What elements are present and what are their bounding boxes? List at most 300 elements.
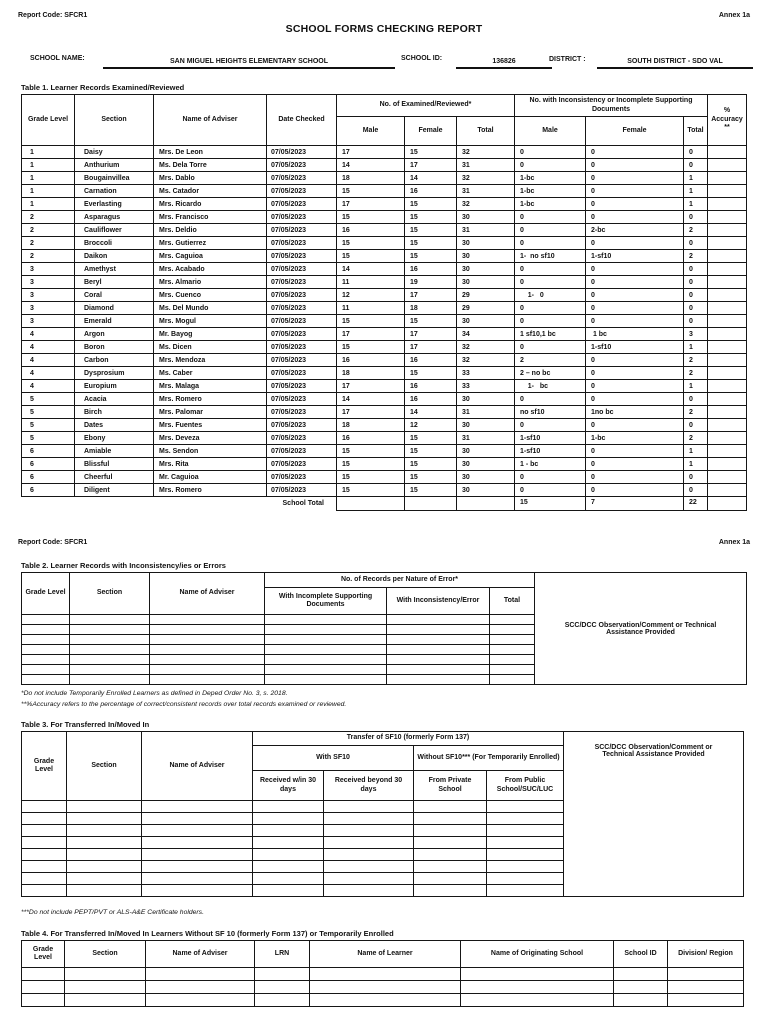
cell-accuracy — [708, 354, 747, 367]
cell-incons-female: 1-sf10 — [586, 341, 684, 354]
cell-incons-total: 2 — [684, 354, 708, 367]
cell-examined-total: 30 — [457, 419, 515, 432]
cell-section — [70, 655, 150, 665]
cell-total — [490, 635, 535, 645]
cell-section: Cheerful — [75, 471, 154, 484]
cell-section: Anthurium — [75, 159, 154, 172]
cell-incons-total: 0 — [684, 393, 708, 406]
cell-incons-total: 0 — [684, 471, 708, 484]
table3-wrapper — [21, 731, 750, 897]
cell-total — [490, 645, 535, 655]
cell-examined-total: 30 — [457, 276, 515, 289]
cell-examined-total: 32 — [457, 198, 515, 211]
table1-row — [22, 341, 747, 354]
table1-row — [22, 237, 747, 250]
cell-adviser: Mrs. Malaga — [154, 380, 267, 393]
cell-date: 07/05/2023 — [267, 458, 337, 471]
cell-with-inconsistency — [387, 665, 490, 675]
col-group-transfer-sf10: Transfer of SF10 (formerly Form 137) — [253, 732, 564, 746]
cell-grade: 4 — [22, 380, 75, 393]
cell-accuracy — [708, 289, 747, 302]
cell-grade — [22, 837, 67, 849]
cell-grade: 6 — [22, 445, 75, 458]
cell-grade: 3 — [22, 315, 75, 328]
cell-incons-total: 0 — [684, 263, 708, 276]
cell-examined-male: 14 — [337, 159, 405, 172]
cell-examined-total: 30 — [457, 393, 515, 406]
cell-grade: 6 — [22, 471, 75, 484]
cell-from-private — [414, 813, 487, 825]
cell-date: 07/05/2023 — [267, 315, 337, 328]
cell-with-inconsistency — [387, 645, 490, 655]
col-with-inconsistency: With Inconsistency/Error — [387, 588, 490, 615]
cell-originating-school — [461, 981, 614, 994]
cell-incons-male: 1-sf10 — [515, 445, 586, 458]
cell-grade: 5 — [22, 393, 75, 406]
cell-received-within — [253, 825, 324, 837]
cell-examined-male: 11 — [337, 302, 405, 315]
col-examined-total: Total — [457, 117, 515, 146]
cell-total — [490, 655, 535, 665]
table4-empty-row — [22, 968, 744, 981]
cell-section — [65, 994, 146, 1007]
cell-division-region — [668, 981, 744, 994]
cell-adviser — [146, 968, 255, 981]
cell-examined-female: 14 — [405, 172, 457, 185]
cell-examined-male: 16 — [337, 354, 405, 367]
table3-empty-row — [22, 885, 564, 897]
cell-examined-female: 15 — [405, 484, 457, 497]
cell-examined-male: 12 — [337, 289, 405, 302]
cell-section — [67, 873, 142, 885]
cell-incons-male: no sf10 — [515, 406, 586, 419]
col-school-id: School ID — [614, 941, 668, 968]
cell-received-beyond — [324, 885, 414, 897]
cell-grade — [22, 825, 67, 837]
cell-total — [490, 625, 535, 635]
cell-date: 07/05/2023 — [267, 263, 337, 276]
col-adviser: Name of Adviser — [146, 941, 255, 968]
cell-grade: 1 — [22, 159, 75, 172]
cell-incons-male: 0 — [515, 419, 586, 432]
table3-empty-row — [22, 873, 564, 885]
table3-empty-row — [22, 813, 564, 825]
cell-from-private — [414, 837, 487, 849]
cell-incons-male: 0 — [515, 471, 586, 484]
cell-examined-total: 34 — [457, 328, 515, 341]
cell-incons-female: 1-sf10 — [586, 250, 684, 263]
cell-examined-female: 17 — [405, 289, 457, 302]
cell-originating-school — [461, 968, 614, 981]
cell-examined-female: 15 — [405, 237, 457, 250]
cell-examined-female: 15 — [405, 458, 457, 471]
cell-section: Argon — [75, 328, 154, 341]
table1-row — [22, 393, 747, 406]
cell-adviser: Mrs. Francisco — [154, 211, 267, 224]
school-total-label: School Total — [282, 500, 324, 507]
cell-adviser: Mrs. Ricardo — [154, 198, 267, 211]
cell-incons-female: 0 — [586, 237, 684, 250]
cell-total — [490, 675, 535, 685]
cell-adviser: Ms. Dicen — [154, 341, 267, 354]
cell-examined-female: 17 — [405, 341, 457, 354]
cell-date: 07/05/2023 — [267, 406, 337, 419]
cell-examined-male: 15 — [337, 211, 405, 224]
cell-grade — [22, 645, 70, 655]
total-examined-male — [337, 497, 405, 511]
cell-with-inconsistency — [387, 635, 490, 645]
cell-examined-female: 15 — [405, 211, 457, 224]
cell-examined-total: 31 — [457, 224, 515, 237]
cell-accuracy — [708, 276, 747, 289]
cell-school-id — [614, 981, 668, 994]
cell-incons-female: 0 — [586, 276, 684, 289]
cell-incons-female: 0 — [586, 185, 684, 198]
cell-examined-male: 16 — [337, 432, 405, 445]
cell-section — [65, 981, 146, 994]
col-incons-female: Female — [586, 117, 684, 146]
cell-adviser: Mrs. Gutierrez — [154, 237, 267, 250]
cell-date: 07/05/2023 — [267, 341, 337, 354]
cell-adviser — [150, 645, 265, 655]
report-code: Report Code: SFCR1 — [18, 539, 88, 546]
table1-total-section — [22, 497, 747, 511]
cell-accuracy — [708, 315, 747, 328]
cell-section: Dates — [75, 419, 154, 432]
cell-incons-male: 1- no sf10 — [515, 250, 586, 263]
table1-learner-records — [21, 94, 747, 511]
cell-date: 07/05/2023 — [267, 432, 337, 445]
cell-accuracy — [708, 328, 747, 341]
cell-adviser: Mr. Bayog — [154, 328, 267, 341]
cell-incons-total: 1 — [684, 458, 708, 471]
cell-from-public — [487, 825, 564, 837]
table3-caption: Table 3. For Transferred In/Moved In — [21, 720, 150, 729]
cell-adviser — [142, 801, 253, 813]
cell-section: Daisy — [75, 146, 154, 159]
cell-adviser: Ms. Catador — [154, 185, 267, 198]
cell-grade: 1 — [22, 185, 75, 198]
cell-from-public — [487, 801, 564, 813]
cell-grade: 2 — [22, 211, 75, 224]
table2-empty-row — [22, 665, 535, 675]
cell-grade — [22, 849, 67, 861]
cell-incons-female: 0 — [586, 159, 684, 172]
cell-date: 07/05/2023 — [267, 445, 337, 458]
cell-grade: 2 — [22, 250, 75, 263]
cell-examined-total: 30 — [457, 445, 515, 458]
cell-incons-female: 0 — [586, 380, 684, 393]
cell-adviser — [150, 615, 265, 625]
cell-incons-male: 0 — [515, 237, 586, 250]
table1-row — [22, 302, 747, 315]
table1-row — [22, 211, 747, 224]
cell-incons-female: 0 — [586, 419, 684, 432]
cell-incomplete-docs — [265, 615, 387, 625]
col-adviser: Name of Adviser — [142, 732, 253, 801]
table1-row — [22, 263, 747, 276]
cell-section — [70, 665, 150, 675]
cell-incons-female: 0 — [586, 211, 684, 224]
cell-accuracy — [708, 185, 747, 198]
cell-examined-male: 18 — [337, 367, 405, 380]
cell-date: 07/05/2023 — [267, 302, 337, 315]
cell-incons-total: 1 — [684, 185, 708, 198]
cell-incons-total: 2 — [684, 250, 708, 263]
cell-incons-male: 1-bc — [515, 198, 586, 211]
cell-adviser: Mrs. Romero — [154, 393, 267, 406]
cell-examined-total: 30 — [457, 471, 515, 484]
cell-accuracy — [708, 172, 747, 185]
total-incons-total: 22 — [684, 497, 708, 511]
cell-section: Emerald — [75, 315, 154, 328]
cell-received-within — [253, 873, 324, 885]
cell-date: 07/05/2023 — [267, 237, 337, 250]
cell-incons-male: 2 — [515, 354, 586, 367]
cell-section — [70, 675, 150, 685]
total-incons-male: 15 — [515, 497, 586, 511]
cell-from-private — [414, 873, 487, 885]
cell-date: 07/05/2023 — [267, 224, 337, 237]
cell-adviser — [142, 885, 253, 897]
cell-adviser — [142, 849, 253, 861]
table1-caption: Table 1. Learner Records Examined/Reviewed — [21, 83, 185, 92]
cell-adviser — [150, 625, 265, 635]
cell-incons-female: 0 — [586, 471, 684, 484]
cell-grade — [22, 801, 67, 813]
cell-examined-male: 18 — [337, 419, 405, 432]
cell-adviser — [150, 665, 265, 675]
cell-incons-total: 2 — [684, 432, 708, 445]
col-group-without-sf10: Without SF10*** (For Temporarily Enrolled) — [414, 746, 564, 771]
cell-section — [67, 837, 142, 849]
cell-examined-female: 15 — [405, 198, 457, 211]
table1-row — [22, 445, 747, 458]
cell-section — [67, 885, 142, 897]
table2-empty-row — [22, 615, 535, 625]
cell-accuracy — [708, 237, 747, 250]
cell-examined-male: 15 — [337, 458, 405, 471]
cell-from-private — [414, 849, 487, 861]
annex-label: Annex 1a — [718, 12, 750, 19]
cell-grade: 6 — [22, 458, 75, 471]
cell-learner-name — [310, 981, 461, 994]
cell-adviser — [142, 825, 253, 837]
col-grade-level: Grade Level — [22, 573, 70, 615]
school-total-row — [22, 497, 747, 511]
cell-incons-male: 0 — [515, 276, 586, 289]
cell-incons-female: 0 — [586, 315, 684, 328]
col-grade-level: Grade Level — [22, 95, 75, 146]
cell-examined-male: 15 — [337, 445, 405, 458]
table1-row — [22, 419, 747, 432]
cell-received-beyond — [324, 813, 414, 825]
table2-empty-row — [22, 675, 535, 685]
total-spacer — [22, 497, 267, 511]
cell-section: Carnation — [75, 185, 154, 198]
cell-date: 07/05/2023 — [267, 146, 337, 159]
cell-adviser: Mrs. Rita — [154, 458, 267, 471]
cell-incons-total: 3 — [684, 328, 708, 341]
cell-examined-total: 30 — [457, 211, 515, 224]
table3-empty-row — [22, 849, 564, 861]
cell-received-within — [253, 885, 324, 897]
cell-incons-female: 2-bc — [586, 224, 684, 237]
table1-row — [22, 276, 747, 289]
cell-incons-total: 1 — [684, 172, 708, 185]
cell-adviser: Ms. Caber — [154, 367, 267, 380]
page2-code-row — [18, 539, 750, 546]
table3-empty-row — [22, 801, 564, 813]
cell-incons-total: 1 — [684, 341, 708, 354]
cell-examined-female: 12 — [405, 419, 457, 432]
cell-total — [490, 615, 535, 625]
cell-adviser — [150, 635, 265, 645]
table4-caption: Table 4. For Transferred In/Moved In Learners Without SF 10 (formerly Form 137) or Temporarily Enrolled — [21, 929, 394, 938]
cell-adviser — [142, 813, 253, 825]
cell-section — [70, 635, 150, 645]
cell-incons-female: 0 — [586, 146, 684, 159]
cell-incons-female: 0 — [586, 367, 684, 380]
cell-section: Carbon — [75, 354, 154, 367]
cell-received-within — [253, 849, 324, 861]
cell-examined-male: 15 — [337, 315, 405, 328]
cell-accuracy — [708, 419, 747, 432]
cell-incomplete-docs — [265, 655, 387, 665]
cell-section: Cauliflower — [75, 224, 154, 237]
cell-section — [70, 615, 150, 625]
cell-date: 07/05/2023 — [267, 211, 337, 224]
col-total: Total — [490, 588, 535, 615]
cell-incons-female: 1 bc — [586, 328, 684, 341]
cell-examined-male: 15 — [337, 471, 405, 484]
cell-adviser: Mrs. Cuenco — [154, 289, 267, 302]
cell-incons-male: 0 — [515, 393, 586, 406]
cell-section: Asparagus — [75, 211, 154, 224]
cell-incons-male: 0 — [515, 302, 586, 315]
cell-adviser: Mrs. Mogul — [154, 315, 267, 328]
cell-examined-male: 18 — [337, 172, 405, 185]
cell-examined-female: 17 — [405, 159, 457, 172]
table3-empty-row — [22, 837, 564, 849]
cell-date: 07/05/2023 — [267, 159, 337, 172]
cell-incomplete-docs — [265, 645, 387, 655]
cell-adviser: Mrs. Acabado — [154, 263, 267, 276]
table1-row — [22, 328, 747, 341]
cell-adviser — [142, 861, 253, 873]
cell-date: 07/05/2023 — [267, 419, 337, 432]
cell-examined-male: 14 — [337, 263, 405, 276]
col-section: Section — [70, 573, 150, 615]
cell-received-within — [253, 861, 324, 873]
cell-section: Broccoli — [75, 237, 154, 250]
cell-accuracy — [708, 380, 747, 393]
cell-examined-male: 15 — [337, 484, 405, 497]
cell-incomplete-docs — [265, 625, 387, 635]
cell-lrn — [255, 981, 310, 994]
cell-examined-total: 32 — [457, 341, 515, 354]
cell-adviser: Mrs. De Leon — [154, 146, 267, 159]
table4-empty-row — [22, 981, 744, 994]
cell-adviser: Ms. Sendon — [154, 445, 267, 458]
cell-incons-total: 0 — [684, 302, 708, 315]
table1-row — [22, 432, 747, 445]
cell-examined-total: 30 — [457, 458, 515, 471]
cell-incons-total: 2 — [684, 367, 708, 380]
cell-examined-total: 30 — [457, 250, 515, 263]
cell-incons-male: 1 - bc — [515, 458, 586, 471]
cell-accuracy — [708, 211, 747, 224]
cell-accuracy — [708, 471, 747, 484]
col-group-examined: No. of Examined/Reviewed* — [337, 95, 515, 117]
cell-from-private — [414, 825, 487, 837]
cell-from-public — [487, 873, 564, 885]
table1-row — [22, 406, 747, 419]
cell-adviser: Ms. Dela Torre — [154, 159, 267, 172]
cell-examined-female: 15 — [405, 250, 457, 263]
cell-incons-male: 2 – no bc — [515, 367, 586, 380]
cell-from-private — [414, 801, 487, 813]
cell-examined-total: 32 — [457, 172, 515, 185]
cell-incons-female: 0 — [586, 354, 684, 367]
cell-grade — [22, 813, 67, 825]
cell-from-public — [487, 837, 564, 849]
table2-observation-cell: SCC/DCC Observation/Comment or Technical Assistance Provided — [535, 572, 747, 685]
cell-examined-total: 29 — [457, 302, 515, 315]
cell-section — [67, 813, 142, 825]
table3-transferred-in — [21, 731, 564, 897]
cell-incons-female: 0 — [586, 445, 684, 458]
cell-accuracy — [708, 224, 747, 237]
cell-examined-male: 17 — [337, 328, 405, 341]
table1-row — [22, 172, 747, 185]
cell-incons-female: 0 — [586, 302, 684, 315]
cell-section: Daikon — [75, 250, 154, 263]
col-section: Section — [67, 732, 142, 801]
cell-examined-total: 30 — [457, 315, 515, 328]
cell-adviser: Mrs. Deldio — [154, 224, 267, 237]
col-group-nature-of-error: No. of Records per Nature of Error* — [265, 573, 535, 588]
cell-incons-male: 0 — [515, 341, 586, 354]
cell-incons-total: 0 — [684, 289, 708, 302]
cell-from-public — [487, 885, 564, 897]
cell-grade: 4 — [22, 367, 75, 380]
table2-empty-row — [22, 635, 535, 645]
cell-from-public — [487, 813, 564, 825]
cell-accuracy — [708, 406, 747, 419]
cell-examined-total: 30 — [457, 237, 515, 250]
cell-accuracy — [708, 250, 747, 263]
cell-examined-male: 15 — [337, 250, 405, 263]
cell-grade: 3 — [22, 289, 75, 302]
cell-grade — [22, 675, 70, 685]
cell-grade — [22, 655, 70, 665]
cell-received-within — [253, 837, 324, 849]
cell-section: Blissful — [75, 458, 154, 471]
cell-section: Diamond — [75, 302, 154, 315]
total-examined-female — [405, 497, 457, 511]
cell-date: 07/05/2023 — [267, 250, 337, 263]
cell-grade — [22, 994, 65, 1007]
cell-accuracy — [708, 263, 747, 276]
cell-date: 07/05/2023 — [267, 484, 337, 497]
cell-accuracy — [708, 198, 747, 211]
cell-section — [70, 645, 150, 655]
cell-from-public — [487, 861, 564, 873]
cell-examined-female: 15 — [405, 432, 457, 445]
table1-row — [22, 250, 747, 263]
cell-incons-total: 0 — [684, 315, 708, 328]
